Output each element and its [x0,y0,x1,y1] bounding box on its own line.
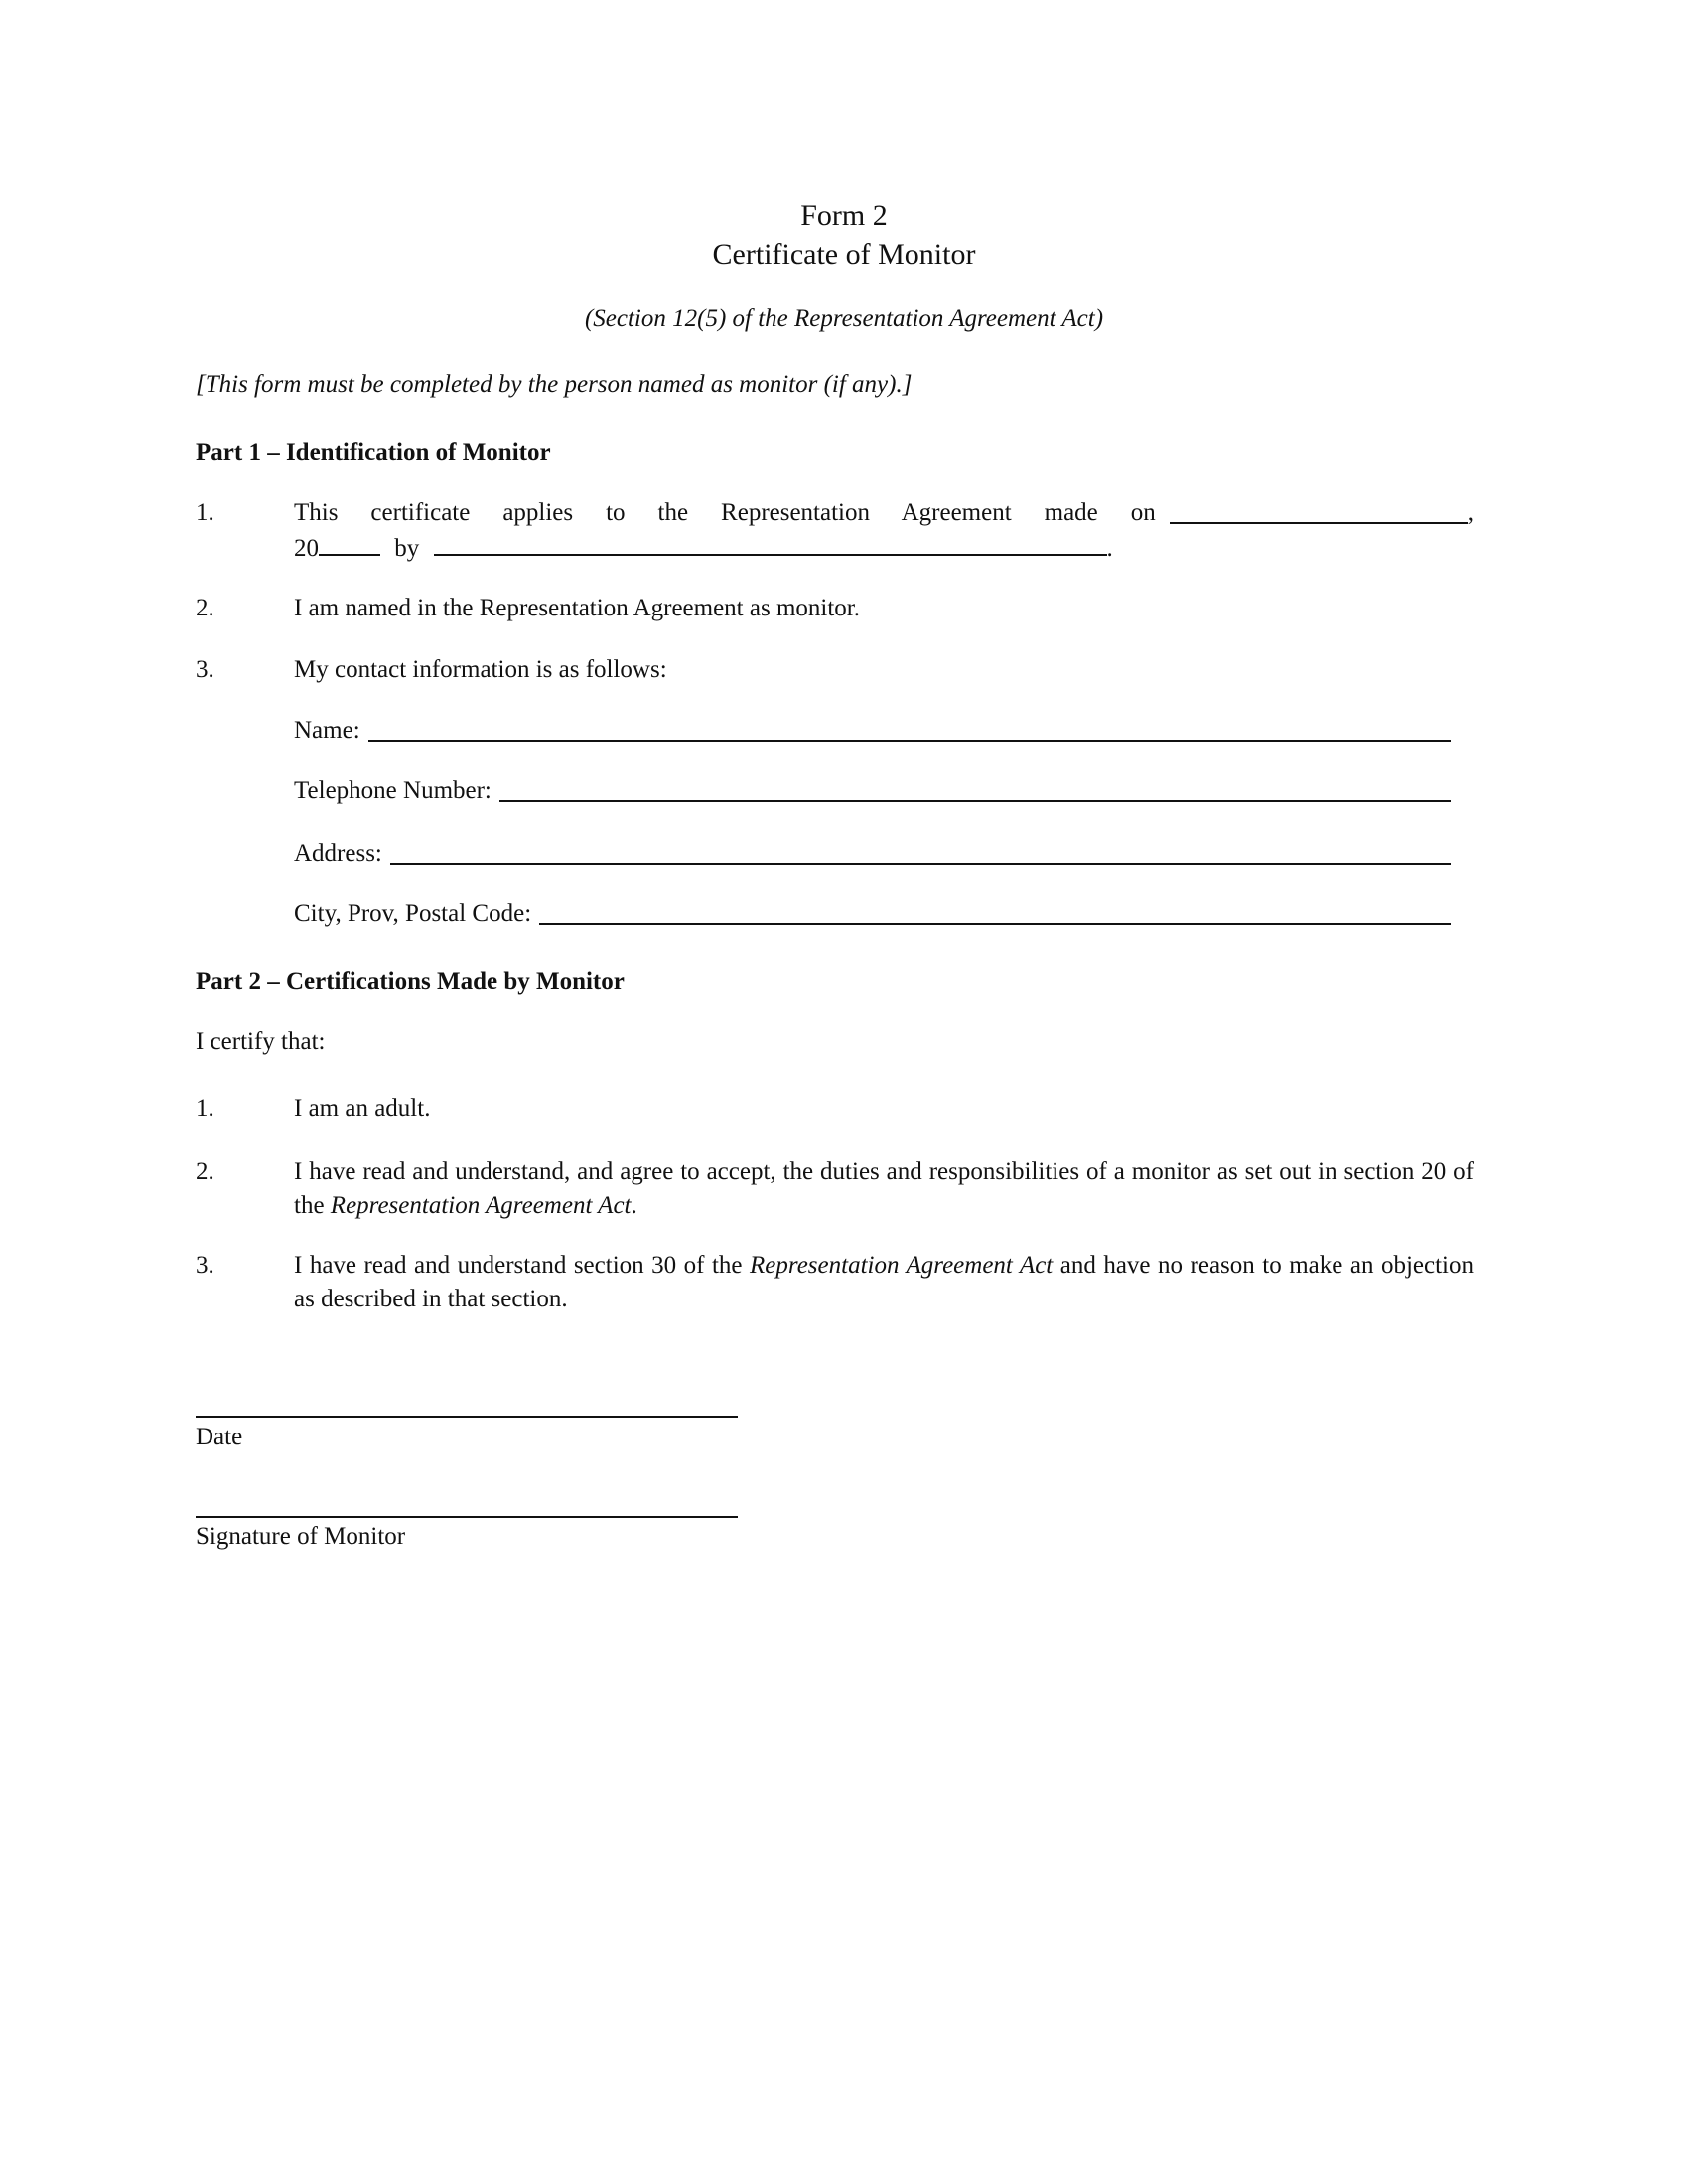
item-number: 3. [196,1252,214,1279]
list-item: My contact information is as follows: [294,656,667,683]
period: . [1106,535,1113,562]
by-label: by [394,535,420,562]
item-number: 2. [196,595,214,621]
name-field[interactable] [294,714,1451,748]
list-item: I am named in the Representation Agreement as monitor. [294,595,860,621]
field-label: Telephone Number: [294,777,492,804]
name-input-line[interactable] [368,716,1451,742]
act-name: Representation Agreement Act [330,1192,632,1219]
date-signature-line[interactable] [196,1416,738,1418]
signature-label: Signature of Monitor [196,1523,406,1550]
certify-intro: I certify that: [196,1028,326,1055]
address-input-line[interactable] [390,839,1451,865]
telephone-field[interactable] [294,774,1451,808]
address-field[interactable] [294,837,1451,871]
monitor-signature-line[interactable] [196,1516,738,1518]
item-text-end: . [631,1192,637,1219]
instruction: [This form must be completed by the person named as monitor (if any).] [196,371,913,398]
item-text: I have read and understand section 30 of the [294,1252,751,1279]
item-text: This certificate applies to the Representation Agreement made on [294,499,1156,526]
year-blank[interactable] [319,530,380,556]
item-number: 1. [196,499,214,526]
part1-heading: Part 1 – Identification of Monitor [196,439,551,466]
item-text-end: and have no reason to make an objection as described in that section. [294,1252,1474,1312]
part2-heading: Part 2 – Certifications Made by Monitor [196,968,625,995]
list-item-continued [294,530,1113,566]
list-item [294,1249,1474,1316]
item-number: 2. [196,1159,214,1185]
item-text: I have read and understand, and agree to accept, the duties and responsibilities of a monitor as set out in section 20 of the [294,1159,1474,1219]
city-prov-postal-field[interactable] [294,897,1451,931]
comma: , [1467,499,1474,526]
field-label: Name: [294,717,360,744]
item-number: 3. [196,656,214,683]
list-item [294,1156,1474,1223]
city-input-line[interactable] [539,899,1451,925]
list-item: I am an adult. [294,1095,431,1122]
form-number: Form 2 [800,200,888,232]
date-blank[interactable] [1170,498,1468,524]
act-name: Representation Agreement Act [750,1252,1054,1279]
date-label: Date [196,1424,243,1450]
item-number: 1. [196,1095,214,1122]
year-prefix: 20 [294,535,319,562]
subtitle: (Section 12(5) of the Representation Agreement Act) [584,305,1104,332]
page-title: Certificate of Monitor [712,238,976,271]
adult-name-blank[interactable] [434,530,1107,556]
list-item [294,496,1474,530]
field-label: City, Prov, Postal Code: [294,900,532,927]
field-label: Address: [294,840,382,867]
telephone-input-line[interactable] [499,776,1451,802]
